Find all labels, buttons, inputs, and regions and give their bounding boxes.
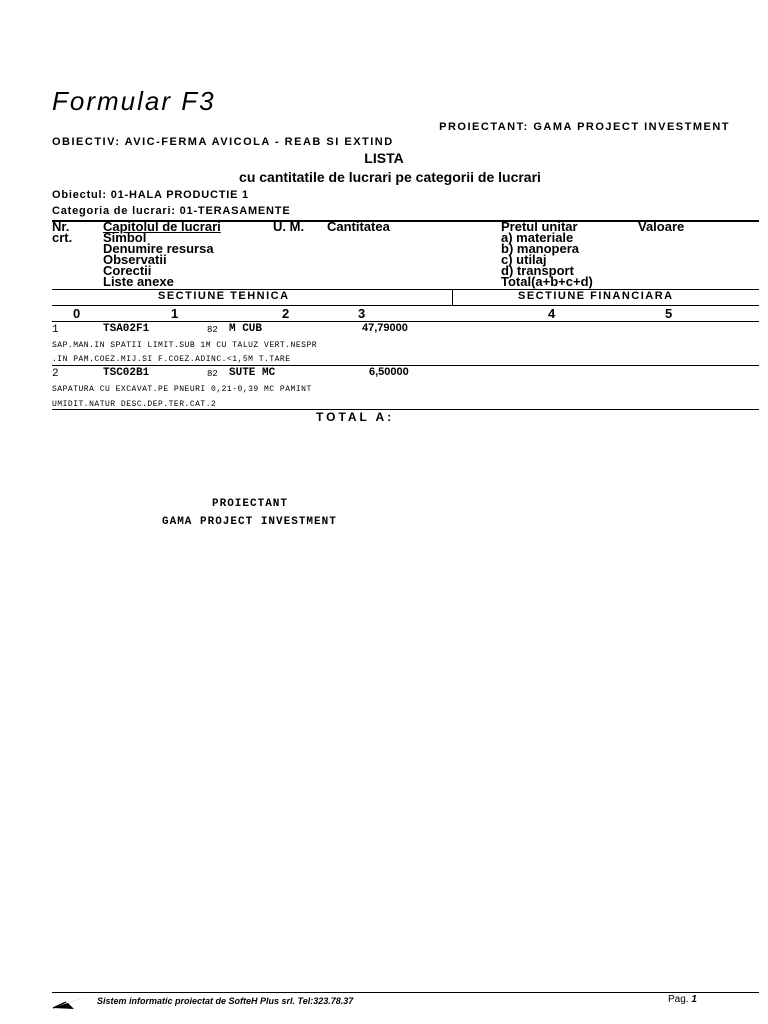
header-transport: d) transport bbox=[501, 263, 574, 278]
header-crt: crt. bbox=[52, 230, 73, 245]
header-cantitatea: Cantitatea bbox=[327, 219, 390, 234]
footer-rule bbox=[52, 992, 759, 993]
form-title: Formular F3 bbox=[52, 86, 216, 116]
column-number-1: 1 bbox=[171, 306, 179, 321]
softeh-arrow-icon bbox=[52, 994, 90, 1015]
page-indicator bbox=[668, 994, 697, 1005]
row-2-desc-1: SAPATURA CU EXCAVAT.PE PNEURI 0,21-0,39 MC PAMINT bbox=[52, 385, 312, 394]
obiectul-line: Obiectul: 01-HALA PRODUCTIE 1 bbox=[52, 189, 249, 201]
row-2-um: SUTE MC bbox=[229, 367, 276, 379]
section-tehnica: SECTIUNE TEHNICA bbox=[158, 290, 290, 302]
row-1-desc-2: .IN PAM.COEZ.MIJ.SI F.COEZ.ADINC.<1,5M T.TARE bbox=[52, 355, 291, 364]
header-simbol: Simbol bbox=[103, 230, 147, 245]
column-number-4: 4 bbox=[548, 306, 556, 321]
total-label: TOTAL A: bbox=[316, 410, 395, 424]
header-manopera: b) manopera bbox=[501, 241, 580, 256]
signature-title: PROIECTANT bbox=[212, 498, 289, 510]
row-2-qty: 6,50000 bbox=[369, 366, 409, 378]
row-1-nr: 1 bbox=[52, 324, 59, 336]
signature-company: GAMA PROJECT INVESTMENT bbox=[162, 516, 337, 528]
header-nr: Nr. bbox=[52, 219, 70, 234]
page-label: Pag. bbox=[668, 994, 689, 1005]
section-financiara: SECTIUNE FINANCIARA bbox=[518, 290, 674, 302]
header-observatii: Observatii bbox=[103, 252, 167, 267]
column-number-5: 5 bbox=[665, 306, 673, 321]
section-bottom-border bbox=[52, 305, 759, 306]
row-1-num: 82 bbox=[207, 325, 218, 335]
header-materiale: a) materiale bbox=[501, 230, 574, 245]
header-total: Total(a+b+c+d) bbox=[501, 274, 593, 289]
list-title: LISTA bbox=[364, 150, 404, 166]
row-1-code: TSA02F1 bbox=[103, 323, 150, 335]
header-liste: Liste anexe bbox=[103, 274, 174, 289]
proiectant-header: PROIECTANT: GAMA PROJECT INVESTMENT bbox=[439, 121, 730, 133]
column-number-2: 2 bbox=[282, 306, 290, 321]
footer-text: Sistem informatic proiectat de SofteH Plus srl. Tel:323.78.37 bbox=[97, 996, 354, 1006]
header-pretul: Pretul unitar bbox=[501, 219, 578, 234]
column-number-0: 0 bbox=[73, 306, 81, 321]
obiectiv-line: OBIECTIV: AVIC-FERMA AVICOLA - REAB SI EXTIND bbox=[52, 136, 394, 148]
row-1-desc-1: SAP.MAN.IN SPATII LIMIT.SUB 1M CU TALUZ VERT.NESPR bbox=[52, 341, 318, 350]
row-1-um: M CUB bbox=[229, 323, 263, 335]
row-2-nr: 2 bbox=[52, 368, 59, 380]
section-divider bbox=[452, 290, 453, 305]
row-2-bottom-border bbox=[52, 409, 759, 410]
row-2-code: TSC02B1 bbox=[103, 367, 150, 379]
header-capitolul: Capitolul de lucrari bbox=[103, 219, 221, 234]
column-number-3: 3 bbox=[358, 306, 366, 321]
row-2-desc-2: UMIDIT.NATUR DESC.DEP.TER.CAT.2 bbox=[52, 400, 217, 409]
header-um: U. M. bbox=[273, 219, 305, 234]
header-utilaj: c) utilaj bbox=[501, 252, 547, 267]
row-1-qty: 47,79000 bbox=[362, 322, 408, 334]
header-valoare: Valoare bbox=[638, 219, 685, 234]
page-number: 1 bbox=[691, 994, 697, 1005]
row-2-num: 82 bbox=[207, 369, 218, 379]
categoria-line: Categoria de lucrari: 01-TERASAMENTE bbox=[52, 205, 291, 217]
header-denumire: Denumire resursa bbox=[103, 241, 214, 256]
header-corectii: Corectii bbox=[103, 263, 152, 278]
list-subtitle: cu cantitatile de lucrari pe categorii de lucrari bbox=[239, 169, 541, 185]
